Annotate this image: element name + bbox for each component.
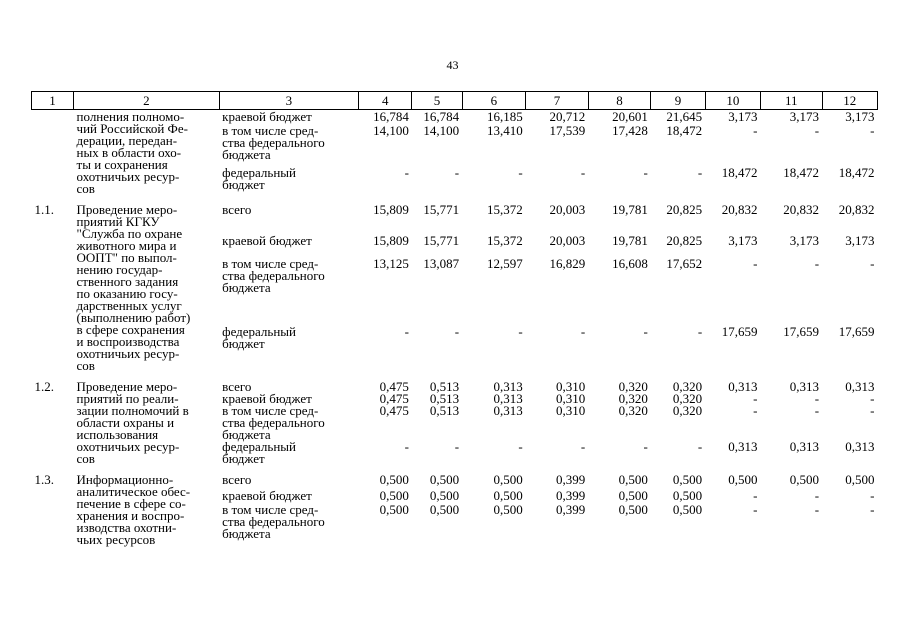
activity-name: Проведение меро- приятий по реали- зации полномочий в области охраны и использования охотничьих ресур- сов (76, 379, 189, 466)
funding-source: в том числе сред- ства федерального бюджета (222, 123, 325, 163)
value-cell: 0,310 (556, 391, 586, 406)
column-header: 2 (74, 92, 220, 110)
value-cell: - (643, 165, 648, 181)
value-cell: - (753, 487, 758, 503)
value-cell: 16,608 (612, 255, 648, 271)
value-cell: 0,320 (672, 391, 703, 406)
value-cell: 0,500 (618, 501, 648, 517)
table-row (32, 372, 878, 393)
value-cell: 0,500 (379, 472, 409, 487)
value-cell: - (454, 324, 460, 340)
value-cell: - (870, 255, 875, 271)
value-cell: 3,173 (845, 232, 875, 248)
value-cell: 19,781 (612, 232, 648, 248)
value-cell: - (580, 439, 586, 454)
value-cell: 0,320 (618, 379, 648, 394)
value-cell: - (753, 501, 758, 517)
value-cell: 0,313 (493, 403, 523, 418)
value-cell: - (814, 501, 820, 517)
value-cell: - (454, 165, 460, 181)
value-cell: - (753, 123, 758, 139)
value-cell: 18,472 (721, 165, 758, 181)
value-cell: 0,320 (672, 403, 703, 418)
value-cell: - (518, 324, 523, 340)
value-cell: - (697, 439, 703, 454)
value-cell: 21,645 (666, 109, 703, 124)
value-cell: 0,513 (429, 379, 460, 394)
row-code: 1.1. (34, 202, 54, 217)
header-row (32, 92, 878, 110)
column-header: 3 (219, 92, 358, 110)
value-cell: - (814, 255, 820, 271)
row-code: 1.3. (34, 472, 54, 487)
value-cell: 17,428 (612, 123, 648, 139)
value-cell: 13,410 (486, 123, 523, 139)
value-cell: 14,100 (423, 123, 460, 139)
value-cell: 20,003 (549, 232, 586, 248)
table-row (32, 465, 878, 490)
value-cell: 0,513 (429, 403, 460, 418)
funding-source: всего (222, 202, 252, 217)
column-header: 6 (462, 92, 526, 110)
value-cell: 12,597 (486, 255, 523, 271)
funding-source: федеральный бюджет (222, 439, 296, 466)
value-cell: 20,825 (666, 202, 703, 217)
funding-source: всего (222, 379, 252, 394)
value-cell: 0,313 (789, 439, 820, 454)
activity-name: Информационно- аналитическое обес- печение в сфере со- хранения и воспро- изводства охотни- чьих ресурсов (76, 472, 191, 547)
page-number: 43 (446, 58, 459, 72)
value-cell: 15,771 (423, 232, 460, 248)
funding-source: в том числе сред- ства федерального бюджета (222, 255, 325, 295)
value-cell: 20,712 (549, 109, 586, 124)
value-cell: 14,100 (373, 123, 409, 139)
value-cell: 0,320 (672, 379, 703, 394)
value-cell: 3,173 (728, 109, 758, 124)
value-cell: 0,399 (556, 501, 586, 517)
value-cell: 0,310 (556, 379, 586, 394)
value-cell: 16,185 (486, 109, 523, 124)
value-cell: 0,500 (618, 472, 648, 487)
value-cell: - (870, 123, 875, 139)
value-cell: 20,825 (666, 232, 703, 248)
value-cell: 18,472 (783, 165, 820, 181)
value-cell: - (753, 403, 758, 418)
value-cell: 3,173 (845, 109, 875, 124)
value-cell: - (753, 255, 758, 271)
value-cell: - (404, 165, 409, 181)
value-cell: 20,601 (612, 109, 648, 124)
value-cell: 0,500 (672, 472, 703, 487)
value-cell: - (753, 391, 758, 406)
value-cell: 0,313 (493, 379, 523, 394)
value-cell: 0,313 (789, 379, 820, 394)
value-cell: - (870, 391, 875, 406)
value-cell: 0,320 (618, 403, 648, 418)
value-cell: 0,313 (728, 379, 758, 394)
value-cell: 17,659 (783, 324, 820, 340)
value-cell: 0,313 (493, 391, 523, 406)
value-cell: 17,652 (666, 255, 703, 271)
table-row (32, 195, 878, 235)
value-cell: 16,829 (549, 255, 586, 271)
column-header: 4 (359, 92, 412, 110)
value-cell: 0,500 (618, 487, 648, 503)
value-cell: 0,399 (556, 487, 586, 503)
value-cell: 20,832 (838, 202, 875, 217)
value-cell: 17,539 (549, 123, 586, 139)
value-cell: 0,500 (379, 501, 409, 517)
value-cell: 0,310 (556, 403, 586, 418)
value-cell: - (814, 123, 820, 139)
value-cell: - (454, 439, 460, 454)
value-cell: 0,500 (379, 487, 409, 503)
column-header: 10 (705, 92, 760, 110)
value-cell: 20,832 (783, 202, 820, 217)
column-header: 9 (651, 92, 705, 110)
value-cell: 16,784 (423, 109, 460, 124)
value-cell: 0,500 (429, 501, 460, 517)
funding-source: краевой бюджет (222, 391, 312, 406)
funding-source: в том числе сред- ства федерального бюджета (222, 501, 325, 541)
value-cell: 0,475 (379, 379, 409, 394)
value-cell: - (814, 391, 820, 406)
value-cell: - (643, 324, 648, 340)
value-cell: 0,500 (493, 501, 523, 517)
value-cell: 13,125 (373, 255, 409, 271)
value-cell: - (814, 487, 820, 503)
value-cell: 17,659 (721, 324, 758, 340)
funding-source: краевой бюджет (222, 232, 312, 248)
column-header: 1 (32, 92, 74, 110)
value-cell: 0,500 (493, 472, 523, 487)
value-cell: 17,659 (838, 324, 875, 340)
value-cell: 0,500 (845, 472, 875, 487)
budget-table (31, 91, 878, 546)
value-cell: 18,472 (838, 165, 875, 181)
value-cell: 0,500 (493, 487, 523, 503)
value-cell: 18,472 (666, 123, 703, 139)
value-cell: - (870, 487, 875, 503)
value-cell: 3,173 (728, 232, 758, 248)
activity-name: полнения полномо- чий Российской Фе- дерации, передан- ных в области охо- ты и сохранения охотничьих ресур- сов (76, 109, 188, 196)
value-cell: 0,500 (672, 487, 703, 503)
value-cell: - (870, 403, 875, 418)
column-header: 12 (822, 92, 877, 110)
value-cell: 0,313 (845, 379, 875, 394)
value-cell: 19,781 (612, 202, 648, 217)
funding-source: федеральный бюджет (222, 165, 296, 193)
value-cell: 15,372 (486, 202, 523, 217)
funding-source: в том числе сред- ства федерального бюджета (222, 403, 325, 442)
funding-source: федеральный бюджет (222, 324, 296, 352)
funding-source: всего (222, 472, 252, 487)
column-header: 5 (412, 92, 462, 110)
activity-name: Проведение меро- приятий КГКУ "Служба по охране животного мира и ООПТ" по выпол- нению государ- ственного задания по оказанию госу- дарственных услуг (выполнению работ) в сфере сохранения и воспроизводства охотничьих ресур- сов (76, 202, 191, 373)
value-cell: 15,372 (486, 232, 523, 248)
value-cell: 0,475 (379, 403, 409, 418)
value-cell: - (404, 324, 409, 340)
value-cell: 16,784 (373, 109, 409, 124)
value-cell: 0,500 (728, 472, 758, 487)
value-cell: 15,771 (423, 202, 460, 217)
funding-source: краевой бюджет (222, 487, 312, 503)
column-header: 11 (761, 92, 823, 110)
value-cell: - (580, 165, 586, 181)
row-code: 1.2. (34, 379, 54, 394)
value-cell: 0,313 (728, 439, 758, 454)
row-code (32, 110, 74, 196)
value-cell: 0,500 (429, 487, 460, 503)
value-cell: 3,173 (789, 232, 820, 248)
value-cell: 15,809 (373, 202, 409, 217)
value-cell: 20,832 (721, 202, 758, 217)
column-header: 7 (526, 92, 589, 110)
value-cell: 0,313 (845, 439, 875, 454)
value-cell: - (404, 439, 409, 454)
value-cell: - (697, 165, 703, 181)
value-cell: 0,399 (556, 472, 586, 487)
value-cell: - (870, 501, 875, 517)
funding-source: краевой бюджет (222, 109, 312, 124)
value-cell: - (580, 324, 586, 340)
value-cell: 0,500 (429, 472, 460, 487)
value-cell: - (643, 439, 648, 454)
value-cell: 0,500 (789, 472, 820, 487)
value-cell: 0,320 (618, 391, 648, 406)
value-cell: 0,513 (429, 391, 460, 406)
value-cell: 20,003 (549, 202, 586, 217)
value-cell: - (518, 439, 523, 454)
column-header: 8 (588, 92, 651, 110)
value-cell: 13,087 (423, 255, 460, 271)
value-cell: 0,500 (672, 501, 703, 517)
value-cell: - (518, 165, 523, 181)
value-cell: 0,475 (379, 391, 409, 406)
value-cell: - (814, 403, 820, 418)
value-cell: - (697, 324, 703, 340)
value-cell: 15,809 (373, 232, 409, 248)
value-cell: 3,173 (789, 109, 820, 124)
